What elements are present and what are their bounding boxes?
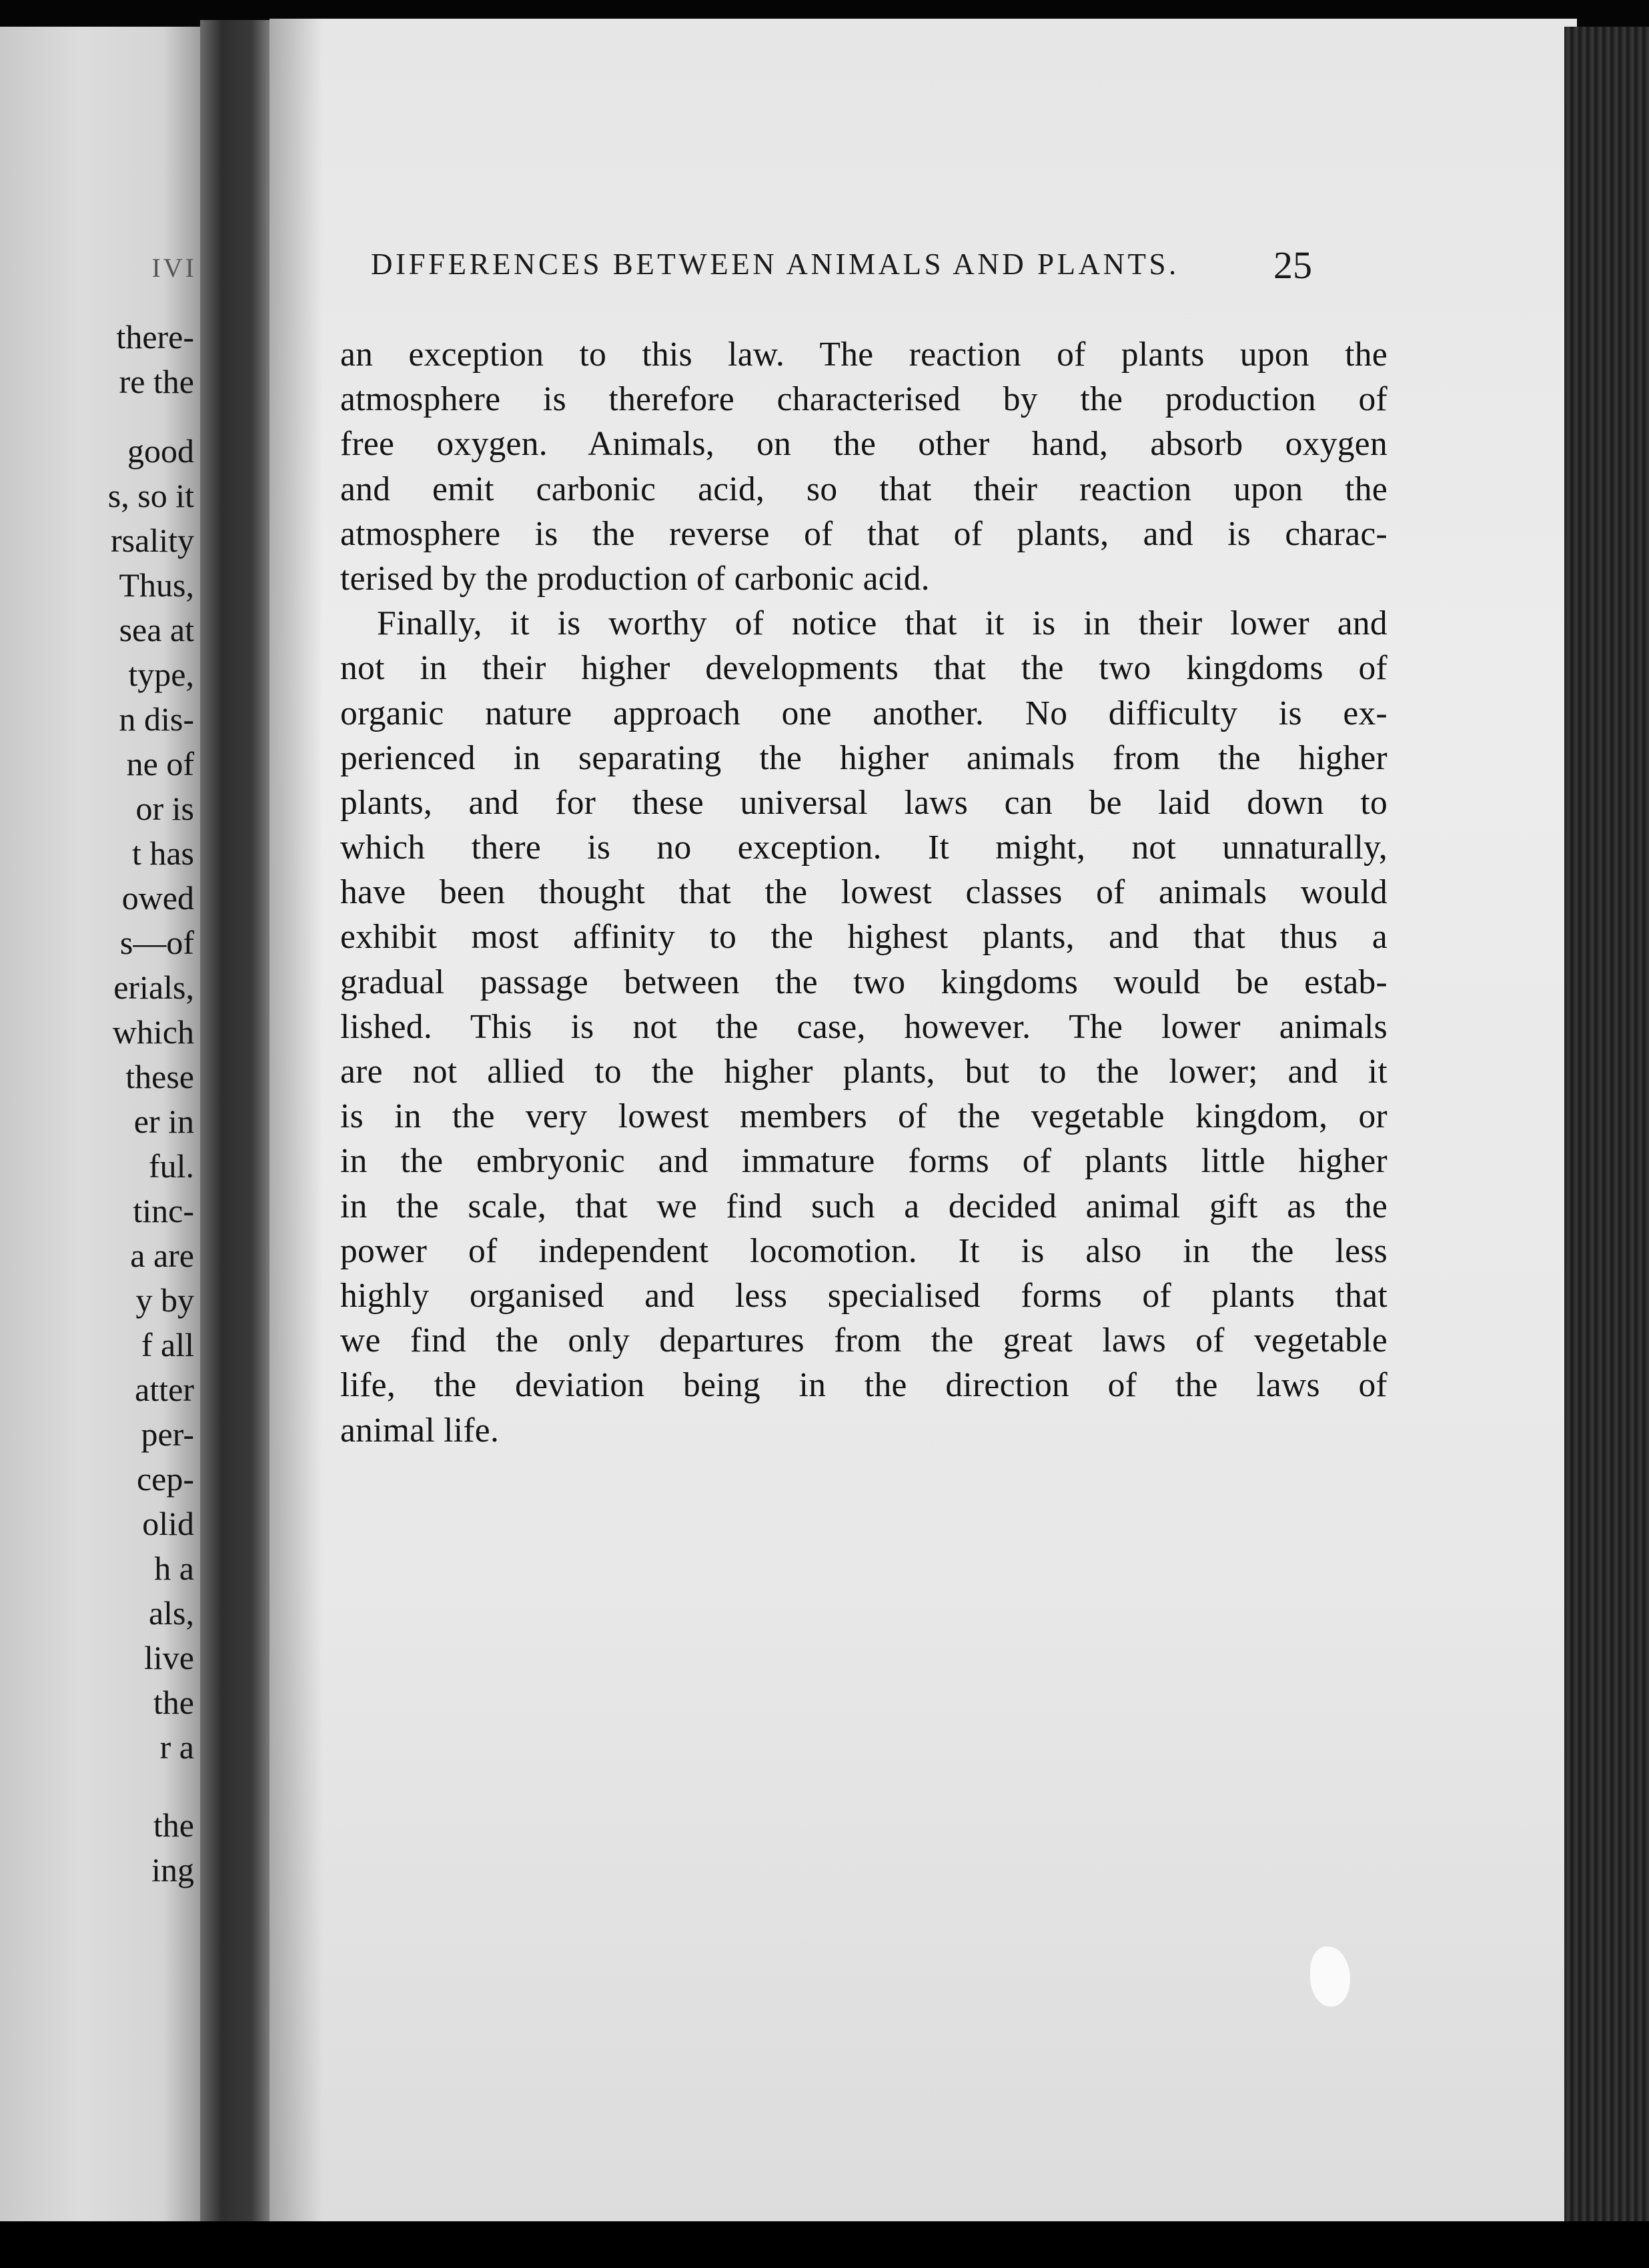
book-page-right: [269, 19, 1577, 2235]
left-fragment-line: rsality: [111, 522, 194, 559]
left-fragment-line: sea at: [119, 611, 194, 648]
left-fragment-line: s, so it: [107, 477, 194, 514]
text-line: highly organised and less specialised forms of plants that: [340, 1276, 1388, 1315]
text-line: terised by the production of carbonic acid.: [340, 559, 930, 598]
text-line: organic nature approach one another. No difficulty is ex-: [340, 694, 1388, 732]
left-fragment-line: y by: [135, 1281, 194, 1319]
text-line: free oxygen. Animals, on the other hand, absorb oxygen: [340, 425, 1388, 464]
text-line: in the embryonic and immature forms of plants little higher: [340, 1142, 1388, 1181]
text-line: animal life.: [340, 1411, 500, 1450]
left-page-header-fragment: IVI: [151, 253, 197, 283]
text-line: and emit carbonic acid, so that their reaction upon the: [340, 470, 1388, 508]
left-page-text-fragments: [21, 315, 194, 1892]
text-line: lished. This is not the case, however. The lower animals: [340, 1007, 1388, 1046]
book-gutter: [200, 20, 273, 2228]
left-fragment-line: the: [153, 1806, 194, 1844]
left-fragment-gap: [21, 1770, 194, 1803]
left-fragment-line: Thus,: [119, 566, 194, 604]
left-fragment-line: type,: [128, 656, 194, 693]
left-fragment-line: h a: [154, 1550, 194, 1587]
text-line: atmosphere is the reverse of that of plants, and is charac-: [340, 514, 1388, 553]
running-head-title: DIFFERENCES BETWEEN ANIMALS AND PLANTS.: [371, 247, 1179, 281]
text-line: atmosphere is therefore characterised by the production of: [340, 380, 1388, 419]
left-fragment-line: r a: [159, 1728, 194, 1766]
page-edges-stack: [1564, 27, 1649, 2228]
text-line: an exception to this law. The reaction of plants upon the: [340, 336, 1388, 374]
left-fragment-gap: [21, 404, 194, 429]
left-fragment-line: n dis-: [119, 700, 194, 738]
left-fragment-line: atter: [135, 1371, 194, 1408]
text-line: in the scale, that we find such a decided animal gift as the: [340, 1187, 1388, 1225]
left-fragment-line: the: [153, 1684, 194, 1721]
scan-border-bottom: [0, 2221, 1649, 2268]
left-fragment-line: ne of: [126, 745, 194, 782]
text-line: we find the only departures from the great laws of vegetable: [340, 1321, 1388, 1360]
text-line: are not allied to the higher plants, but to the lower; and it: [340, 1053, 1388, 1091]
left-fragment-line: a are: [130, 1237, 194, 1274]
page-gutter-shadow: [269, 19, 323, 2235]
left-fragment-line: olid: [142, 1505, 194, 1542]
text-line: is in the very lowest members of the vegetable kingdom, or: [340, 1097, 1388, 1136]
text-line: have been thought that the lowest classes of animals would: [340, 873, 1388, 912]
left-fragment-line: cep-: [136, 1460, 194, 1498]
left-fragment-line: als,: [148, 1594, 194, 1632]
text-line: gradual passage between the two kingdoms would be estab-: [340, 963, 1388, 1001]
text-line: exhibit most affinity to the highest plants, and that thus a: [340, 918, 1388, 957]
page-body-text: [340, 332, 1388, 1453]
left-fragment-line: these: [125, 1058, 194, 1095]
left-fragment-line: there-: [116, 318, 194, 356]
left-fragment-line: ful.: [148, 1147, 194, 1185]
left-fragment-line: or is: [135, 790, 194, 827]
text-line: which there is no exception. It might, not unnaturally,: [340, 828, 1388, 867]
running-head: [371, 247, 1577, 281]
left-fragment-line: t has: [131, 834, 194, 872]
left-fragment-line: owed: [121, 879, 194, 917]
left-fragment-line: er in: [133, 1103, 194, 1140]
left-fragment-line: tinc-: [133, 1192, 194, 1229]
left-fragment-line: erials,: [113, 969, 194, 1006]
left-fragment-line: ing: [151, 1851, 194, 1888]
left-fragment-line: s—of: [119, 924, 194, 961]
facing-page-left: [0, 27, 203, 2221]
text-line: not in their higher developments that the two kingdoms of: [340, 649, 1388, 688]
paragraph-1: [340, 332, 1388, 601]
text-line: plants, and for these universal laws can be laid down to: [340, 783, 1388, 822]
text-line: perienced in separating the higher animals from the higher: [340, 738, 1388, 777]
left-fragment-line: f all: [141, 1326, 194, 1363]
left-fragment-line: per-: [141, 1415, 194, 1453]
left-fragment-line: which: [112, 1013, 194, 1051]
text-line: Finally, it is worthy of notice that it is in their lower and: [377, 604, 1388, 643]
left-fragment-line: live: [144, 1639, 194, 1676]
paper-blemish: [1310, 1946, 1350, 2007]
left-fragment-line: good: [127, 432, 194, 470]
text-line: life, the deviation being in the direction of the laws of: [340, 1366, 1388, 1405]
text-line: power of independent locomotion. It is also in the less: [340, 1231, 1388, 1270]
paragraph-2: [340, 601, 1388, 1453]
page-number: 25: [1273, 243, 1312, 287]
left-fragment-line: re the: [119, 363, 194, 400]
